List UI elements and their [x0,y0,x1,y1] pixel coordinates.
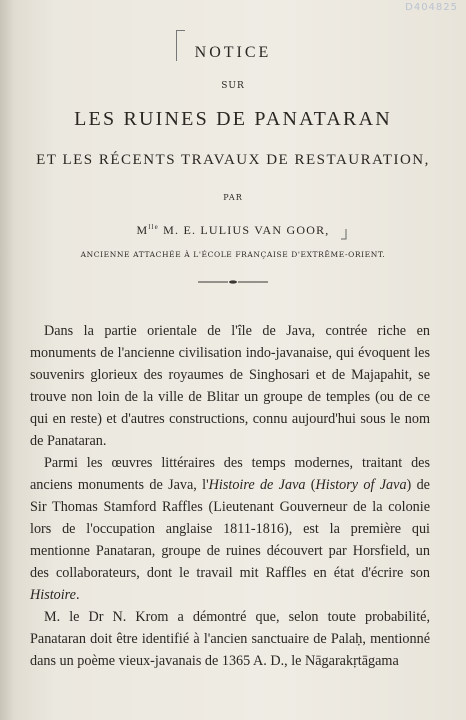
work-title: Histoire de Java [208,477,306,493]
article-body [30,320,430,672]
main-title: LES RUINES DE PANATARAN [74,108,392,130]
subtitle: ET LES RÉCENTS TRAVAUX DE RESTAURATION, [36,152,430,168]
author-prefix: M [136,223,149,237]
notice-heading: NOTICE [194,44,272,61]
work-title-english: History of Java [315,477,407,493]
library-stamp: D404825 [405,2,458,13]
ornament-rule [198,280,268,284]
work-title-short: Histoire [30,587,76,603]
paragraph-2: Parmi les œuvres littéraires des temps modernes, traitant des anciens monuments de Java, l'Histoire de Java (History of Java) de Sir Thomas Stamford Raffles (Lieutenant Gouverneur de la colonie lors de l'occupation anglaise 1811-1816), est la première qui mentionne Panataran, groupe de ruines découvert par Horsfield, un des collaborateurs, dont le travail mit Raffles en état d'écrire son Histoire. [30,455,430,603]
author-name: M. E. LULIUS VAN GOOR, [158,223,330,237]
author-title-superscript: lle [148,223,159,231]
par-label: PAR [223,193,243,202]
sur-label: SUR [221,81,245,91]
paragraph-3: M. le Dr N. Krom a démontré que, selon toute probabilité, Panataran doit être identifié à l'ancien sanctuaire de Palaḥ, mentionné dans un poème vieux-javanais de 1365 A. D., le Nāgarakṛtāgama [30,609,430,669]
author-line [0,223,466,238]
pencil-tick-mark [340,228,350,242]
paragraph-1: Dans la partie orientale de l'île de Java, contrée riche en monuments de l'ancienne civilisation indo-javanaise, qui évoquent les souvenirs glorieux des royaumes de Singhosari et de Majapahit, se trouve non loin de la ville de Blitar un groupe de temples (ou de ce qui en reste) et d'autres constructions, connu aujourd'hui sous le nom de Panataran. [30,323,430,449]
author-affiliation: ANCIENNE ATTACHÉE À L'ÉCOLE FRANÇAISE D'EXTRÊME-ORIENT. [80,250,386,259]
